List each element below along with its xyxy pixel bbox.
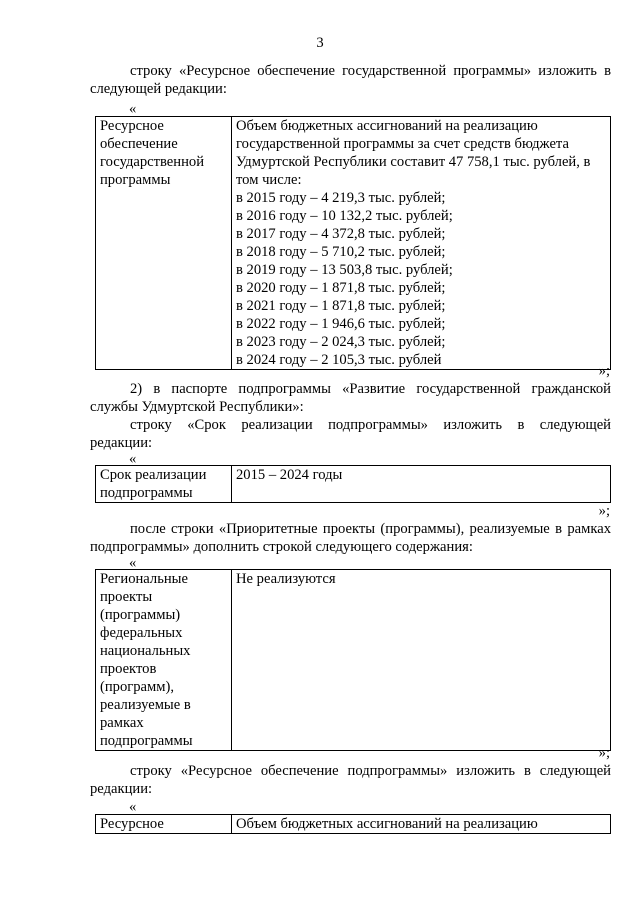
opening-quote: «: [129, 101, 137, 117]
page-number: 3: [316, 35, 324, 51]
paragraph-line: строку «Срок реализации подпрограммы» изложить в следующей: [130, 417, 611, 433]
closing-quote: »;: [598, 745, 610, 761]
closing-quote: »;: [598, 503, 610, 519]
table-right-cell: Объем бюджетных ассигнований на реализацию государственной программы за счет средств бюджета Удмуртской Республики составит 47 758,1 тыс. рублей, в том числе: в 2015 году – 4 219,3 тыс. рублей; в 2016 году – 10 132,2 тыс. рублей; в 2017 году – 4 372,8 тыс. рублей; в 2018 году – 5 710,2 тыс. рублей; в 2019 году – 13 503,8 тыс. рублей; в 2020 году – 1 871,8 тыс. рублей; в 2021 году – 1 871,8 тыс. рублей; в 2022 году – 1 946,6 тыс. рублей; в 2023 году – 2 024,3 тыс. рублей; в 2024 году – 2 105,3 тыс. рублей: [232, 117, 611, 370]
resource-program-table: [95, 116, 611, 370]
table-left-cell: Срок реализации подпрограммы: [96, 466, 232, 503]
closing-quote: »;: [598, 363, 610, 379]
paragraph-subprogram-passport: [90, 380, 611, 416]
paragraph-line: подпрограммы» дополнить строкой следующего содержания:: [90, 539, 473, 555]
table-left-cell: Региональные проекты (программы) федеральных национальных проектов (программ), реализуемые в рамках подпрограммы: [96, 570, 232, 751]
subprogram-resources-table: [95, 814, 611, 834]
paragraph-subprogram-resources: [90, 762, 611, 798]
paragraph-line: службы Удмуртской Республики»:: [90, 399, 304, 415]
table-right-cell: Не реализуются: [232, 570, 611, 751]
paragraph-line: 2) в паспорте подпрограммы «Развитие государственной гражданской: [130, 381, 611, 397]
opening-quote: «: [129, 555, 137, 571]
opening-quote: «: [129, 799, 137, 815]
paragraph-after-priority-projects: [90, 520, 611, 556]
table-right-cell: Объем бюджетных ассигнований на реализацию: [232, 815, 611, 834]
paragraph-line: после строки «Приоритетные проекты (программы), реализуемые в рамках: [130, 521, 611, 537]
paragraph-term-row: [90, 416, 611, 452]
paragraph-resource-program: [90, 62, 611, 98]
paragraph-line: строку «Ресурсное обеспечение государственной программы» изложить в: [130, 63, 611, 79]
table-left-cell: Ресурсное обеспечение государственной программы: [96, 117, 232, 370]
paragraph-line: следующей редакции:: [90, 81, 227, 97]
paragraph-line: строку «Ресурсное обеспечение подпрограммы» изложить в следующей: [130, 763, 611, 779]
paragraph-line: редакции:: [90, 435, 153, 451]
table-left-cell: Ресурсное: [96, 815, 232, 834]
paragraph-line: редакции:: [90, 781, 153, 797]
table-right-cell: 2015 – 2024 годы: [232, 466, 611, 503]
term-table: [95, 465, 611, 503]
opening-quote: «: [129, 451, 137, 467]
regional-projects-table: [95, 569, 611, 751]
